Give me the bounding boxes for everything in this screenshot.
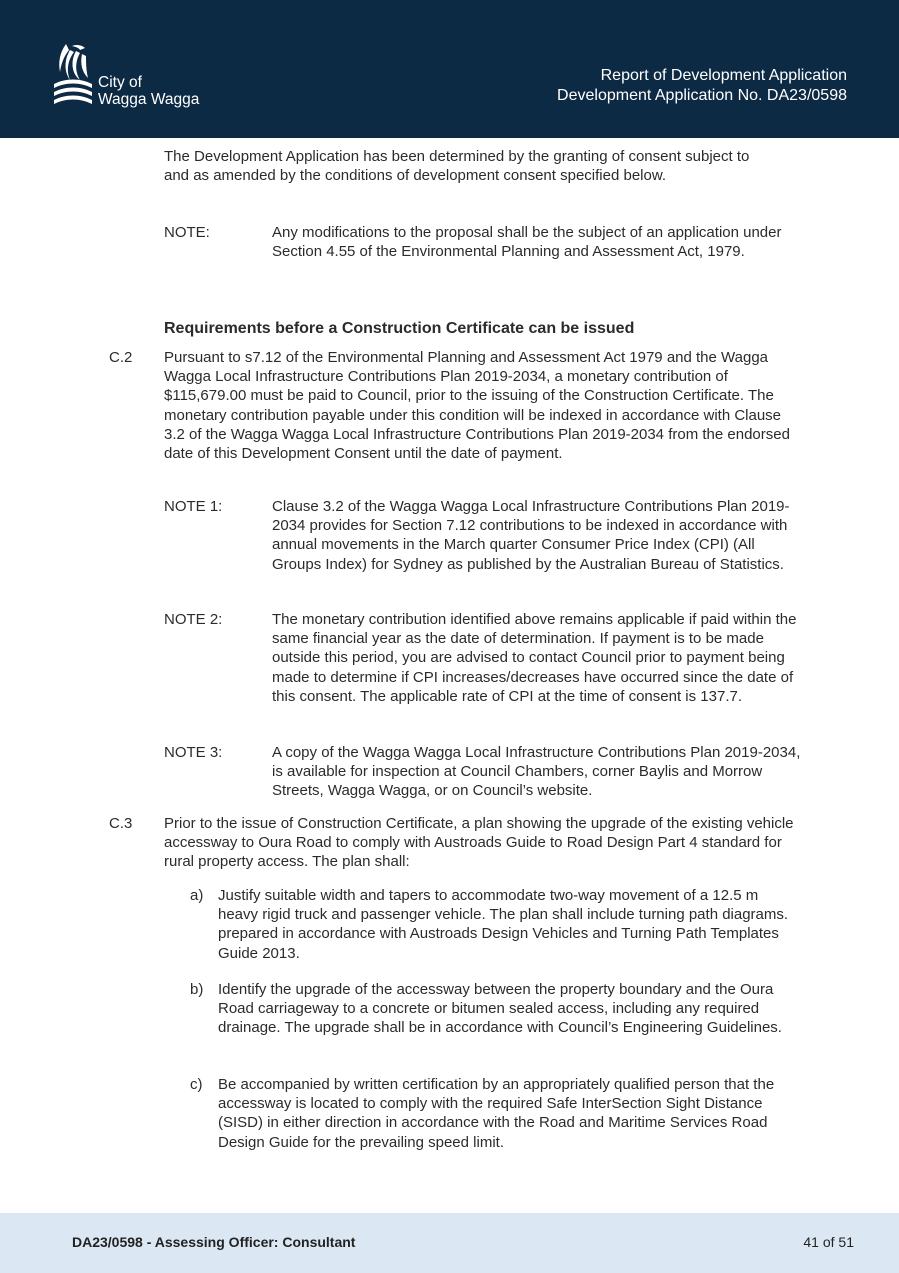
condition-text: Prior to the issue of Construction Certificate, a plan showing the upgrade of the existing vehicle accessway to Oura Road to comply with Austroads Guide to Road Design Part 4 standard for rural property access. The plan shall: <box>164 815 794 871</box>
c2-note-3 <box>164 743 804 801</box>
condition-number: C.2 <box>109 349 133 366</box>
condition-text: Pursuant to s7.12 of the Environmental Planning and Assessment Act 1979 and the Wagga Wagga Local Infrastructure Contributions Plan 2019-2034, a monetary contribution of $115,679.00 must be paid to Council, prior to the issuing of the Construction Certificate. The monetary contribution payable under this condition will be indexed in accordance with Clause 3.2 of the Wagga Wagga Local Infrastructure Contributions Plan 2019-2034 from the endorsed date of this Development Consent until the date of payment. <box>164 349 790 463</box>
condition-c3 <box>109 814 799 872</box>
note-text: A copy of the Wagga Wagga Local Infrastructure Contributions Plan 2019-2034, is available for inspection at Council Chambers, corner Baylis and Morrow Streets, Wagga Wagga, or on Council’s website. <box>272 744 801 800</box>
condition-number: C.3 <box>109 815 133 832</box>
page-footer <box>0 1213 899 1273</box>
note-label: NOTE: <box>164 224 210 241</box>
note-text: Clause 3.2 of the Wagga Wagga Local Infrastructure Contributions Plan 2019-2034 provides for Section 7.12 contributions to be indexed in accordance with annual movements in the March quarter Consumer Price Index (CPI) (All Groups Index) for Sydney as published by the Australian Bureau of Statistics. <box>272 498 790 573</box>
item-text: Justify suitable width and tapers to accommodate two-way movement of a 12.5 m heavy rigid truck and passenger vehicle. The plan shall include turning path diagrams. prepared in accordance with Austroads Design Vehicles and Turning Path Templates Guide 2013. <box>218 887 789 962</box>
item-marker: a) <box>190 887 204 904</box>
item-text: Identify the upgrade of the accessway between the property boundary and the Oura Road carriageway to a concrete or bitumen sealed access, including any required drainage. The upgrade shall be in accordance with Council’s Engineering Guidelines. <box>218 981 782 1037</box>
city-logo-icon <box>52 42 94 106</box>
page-number: 41 of 51 <box>803 1234 854 1250</box>
note-label: NOTE 1: <box>164 498 223 515</box>
note-text: Any modifications to the proposal shall be the subject of an application under Section 4.55 of the Environmental Planning and Assessment Act, 1979. <box>272 224 782 261</box>
note-label: NOTE 3: <box>164 744 223 761</box>
item-marker: c) <box>190 1076 203 1093</box>
note-text: The monetary contribution identified above remains applicable if paid within the same financial year as the date of determination. If payment is to be made outside this period, you are advised to contact Council prior to payment being made to determine if CPI increases/decreases have occurred since the date of this consent. The applicable rate of CPI at the time of consent is 137.7. <box>272 611 797 705</box>
c2-note-2 <box>164 610 804 706</box>
intro-note <box>164 223 804 261</box>
intro-paragraph: The Development Application has been determined by the granting of consent subject to and as amended by the conditions of development consent specified below. <box>164 148 750 185</box>
footer-reference: DA23/0598 - Assessing Officer: Consultant <box>72 1234 356 1250</box>
c3-item-a <box>190 886 800 963</box>
logo-line-2: Wagga Wagga <box>98 91 200 108</box>
page-header <box>0 0 899 138</box>
city-logo-text <box>98 74 199 108</box>
condition-c2 <box>109 348 799 463</box>
item-marker: b) <box>190 981 204 998</box>
item-text: Be accompanied by written certification by an appropriately qualified person that the accessway is located to comply with the required Safe InterSection Sight Distance (SISD) in either direction in accordance with the Road and Maritime Services Road Design Guide for the prevailing speed limit. <box>218 1076 775 1151</box>
note-label: NOTE 2: <box>164 611 223 628</box>
c3-item-c <box>190 1075 800 1152</box>
report-title-line-2: Development Application No. DA23/0598 <box>557 87 847 104</box>
section-heading: Requirements before a Construction Certificate can be issued <box>164 320 635 337</box>
report-title <box>557 66 847 106</box>
c3-item-b <box>190 980 800 1038</box>
c2-note-1 <box>164 497 804 574</box>
report-title-line-1: Report of Development Application <box>600 67 847 84</box>
logo-line-1: City of <box>98 74 142 91</box>
